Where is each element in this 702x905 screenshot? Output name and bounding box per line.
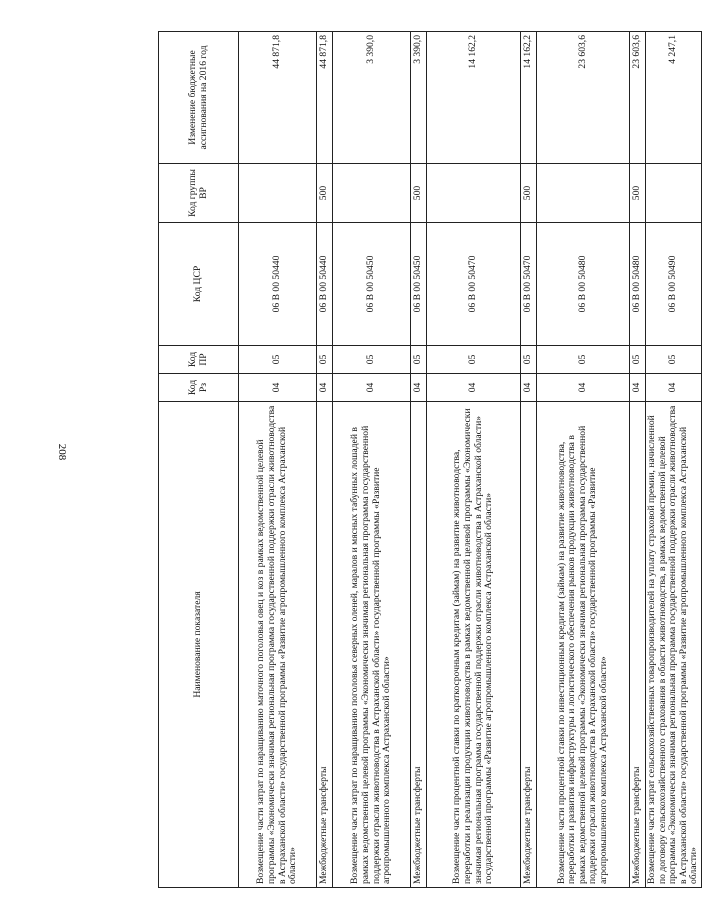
cell-csr: 06 В 00 50490 — [646, 223, 702, 346]
cell-csr: 06 В 00 50470 — [427, 223, 521, 346]
cell-vr: 500 — [521, 164, 537, 223]
table-row — [411, 32, 427, 888]
rotated-table-wrapper — [158, 32, 700, 888]
cell-name: Межбюджетные трансферты — [630, 402, 646, 888]
table-row — [333, 32, 411, 888]
cell-amount: 23 603,6 — [537, 32, 630, 164]
cell-csr: 06 В 00 50450 — [333, 223, 411, 346]
header-amount: Изменение бюджетные ассигнования на 2016 год — [159, 32, 239, 164]
cell-rz: 04 — [521, 374, 537, 402]
cell-csr: 06 В 00 50480 — [630, 223, 646, 346]
cell-rz: 04 — [537, 374, 630, 402]
table-header-row — [159, 32, 239, 888]
cell-csr: 06 В 00 50480 — [537, 223, 630, 346]
cell-rz: 04 — [411, 374, 427, 402]
header-name: Наименование показателя — [159, 402, 239, 888]
header-pr: Код ПР — [159, 346, 239, 374]
cell-rz: 04 — [333, 374, 411, 402]
cell-rz: 04 — [646, 374, 702, 402]
cell-name: Межбюджетные трансферты — [317, 402, 333, 888]
cell-vr — [427, 164, 521, 223]
table-row — [537, 32, 630, 888]
cell-rz: 04 — [317, 374, 333, 402]
cell-name: Межбюджетные трансферты — [521, 402, 537, 888]
table-row — [427, 32, 521, 888]
cell-amount: 44 871,8 — [239, 32, 317, 164]
cell-pr: 05 — [333, 346, 411, 374]
cell-pr: 05 — [427, 346, 521, 374]
cell-csr: 06 В 00 50440 — [239, 223, 317, 346]
table-row — [630, 32, 646, 888]
cell-csr: 06 В 00 50470 — [521, 223, 537, 346]
cell-csr: 06 В 00 50440 — [317, 223, 333, 346]
cell-amount: 14 162,2 — [521, 32, 537, 164]
cell-pr: 05 — [537, 346, 630, 374]
cell-amount: 4 247,1 — [646, 32, 702, 164]
cell-pr: 05 — [317, 346, 333, 374]
header-rz: Код Рз — [159, 374, 239, 402]
cell-vr — [239, 164, 317, 223]
cell-vr: 500 — [317, 164, 333, 223]
budget-table-frame — [158, 32, 700, 888]
cell-amount: 3 390,0 — [333, 32, 411, 164]
cell-vr — [646, 164, 702, 223]
cell-name: Возмещение части процентной ставки по краткосрочным кредитам (займам) на развитие животноводства, переработки и реализации продукции животноводства в рамках ведомственной целевой программы «Экономически значимая региональная программа государственной поддержки отрасли животноводства в Астраханской области» государственной программы «Развитие агропромышленного комплекса Астраханской области» — [427, 402, 521, 888]
cell-name: Возмещение части затрат по наращиванию поголовья северных оленей, маралов и мясных табунных лошадей в рамках ведомственной целевой программы «Экономически значимая региональная программа государственной поддержки отрасли животноводства в Астраханской области» государственной программы «Развитие агропромышленного комплекса Астраханской области» — [333, 402, 411, 888]
header-vr: Код группы ВР — [159, 164, 239, 223]
cell-pr: 05 — [646, 346, 702, 374]
cell-amount: 14 162,2 — [427, 32, 521, 164]
cell-csr: 06 В 00 50450 — [411, 223, 427, 346]
cell-pr: 05 — [411, 346, 427, 374]
table-row — [317, 32, 333, 888]
cell-vr — [537, 164, 630, 223]
cell-name: Возмещение части затрат по наращиванию маточного поголовья овец и коз в рамках ведомственной целевой программы «Экономически значимая региональная программа государственной поддержки отрасли животноводства в Астраханской области» государственной программы «Развитие агропромышленного комплекса Астраханской области» — [239, 402, 317, 888]
table-row — [521, 32, 537, 888]
table-row — [239, 32, 317, 888]
cell-name: Межбюджетные трансферты — [411, 402, 427, 888]
cell-rz: 04 — [427, 374, 521, 402]
cell-rz: 04 — [630, 374, 646, 402]
header-csr: Код ЦСР — [159, 223, 239, 346]
cell-amount: 23 603,6 — [630, 32, 646, 164]
cell-pr: 05 — [630, 346, 646, 374]
page-number: 208 — [56, 443, 68, 461]
cell-rz: 04 — [239, 374, 317, 402]
budget-allocations-table — [158, 31, 702, 888]
table-row — [646, 32, 702, 888]
cell-amount: 44 871,8 — [317, 32, 333, 164]
cell-amount: 3 390,0 — [411, 32, 427, 164]
cell-vr — [333, 164, 411, 223]
cell-pr: 05 — [239, 346, 317, 374]
cell-vr: 500 — [630, 164, 646, 223]
cell-name: Возмещение части процентной ставки по инвестиционным кредитам (займам) на развитие животноводства, переработки и развития инфраструктуры и логистического обеспечения рынков продукции животноводства в рамках ведомственной целевой программы «Экономически значимая региональная программа государственной поддержки отрасли животноводства в Астраханской области» государственной программы «Развитие агропромышленного комплекса Астраханской области» — [537, 402, 630, 888]
cell-pr: 05 — [521, 346, 537, 374]
cell-vr: 500 — [411, 164, 427, 223]
cell-name: Возмещение части затрат сельскохозяйственных товаропроизводителей на уплату страховой премии, начисленной по договору сельскохозяйственного страхования в области животноводства, в рамках ведомственной целевой программы «Экономически значимая региональная программа государственной поддержки отрасли животноводства в Астраханской области» государственной программы «Развитие агропромышленного комплекса Астраханской области» — [646, 402, 702, 888]
